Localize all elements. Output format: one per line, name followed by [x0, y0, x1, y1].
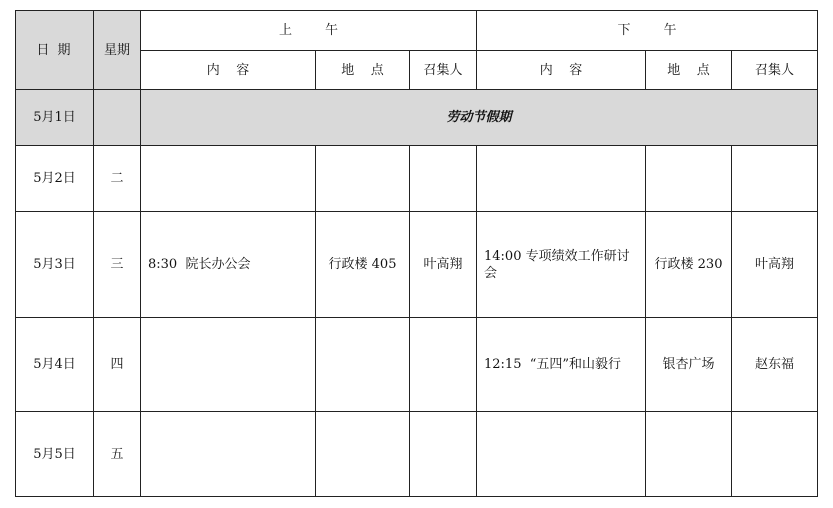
- am-content: 8:30 院长办公会: [141, 212, 316, 318]
- table-row: [16, 90, 818, 146]
- schedule-table: [15, 10, 818, 497]
- header-am-convener: 召集人: [410, 51, 477, 90]
- table-row: [16, 412, 818, 497]
- table-row: [16, 212, 818, 318]
- row-weekday: 三: [94, 212, 141, 318]
- pm-location: 行政楼 230: [646, 212, 732, 318]
- am-content: [141, 318, 316, 412]
- row-date: 5月5日: [16, 412, 94, 497]
- row-date: 5月4日: [16, 318, 94, 412]
- am-location: [316, 318, 410, 412]
- header-pm-convener: 召集人: [732, 51, 818, 90]
- am-convener: [410, 318, 477, 412]
- table-row: [16, 318, 818, 412]
- header-date: 日 期: [16, 11, 94, 90]
- am-convener: [410, 146, 477, 212]
- table-row: [16, 146, 818, 212]
- row-weekday: 四: [94, 318, 141, 412]
- pm-content: [477, 412, 646, 497]
- am-convener: 叶高翔: [410, 212, 477, 318]
- pm-content: 12:15 “五四”和山毅行: [477, 318, 646, 412]
- am-location: [316, 146, 410, 212]
- row-date: 5月3日: [16, 212, 94, 318]
- row-date: 5月1日: [16, 90, 94, 146]
- pm-location: 银杏广场: [646, 318, 732, 412]
- pm-location: [646, 412, 732, 497]
- pm-content: 14:00 专项绩效工作研讨会: [477, 212, 646, 318]
- header-morning: 上 午: [141, 11, 477, 51]
- header-pm-location: 地 点: [646, 51, 732, 90]
- pm-content: [477, 146, 646, 212]
- row-weekday: 五: [94, 412, 141, 497]
- row-date: 5月2日: [16, 146, 94, 212]
- header-pm-content: 内 容: [477, 51, 646, 90]
- holiday-label: 劳动节假期: [141, 90, 818, 146]
- pm-location: [646, 146, 732, 212]
- header-am-content: 内 容: [141, 51, 316, 90]
- pm-convener: [732, 412, 818, 497]
- am-content: [141, 146, 316, 212]
- am-location: 行政楼 405: [316, 212, 410, 318]
- row-weekday: 二: [94, 146, 141, 212]
- row-weekday: [94, 90, 141, 146]
- pm-convener: 赵东福: [732, 318, 818, 412]
- header-afternoon: 下 午: [477, 11, 818, 51]
- header-am-location: 地 点: [316, 51, 410, 90]
- am-location: [316, 412, 410, 497]
- pm-convener: 叶高翔: [732, 212, 818, 318]
- pm-convener: [732, 146, 818, 212]
- header-weekday: 星期: [94, 11, 141, 90]
- am-convener: [410, 412, 477, 497]
- am-content: [141, 412, 316, 497]
